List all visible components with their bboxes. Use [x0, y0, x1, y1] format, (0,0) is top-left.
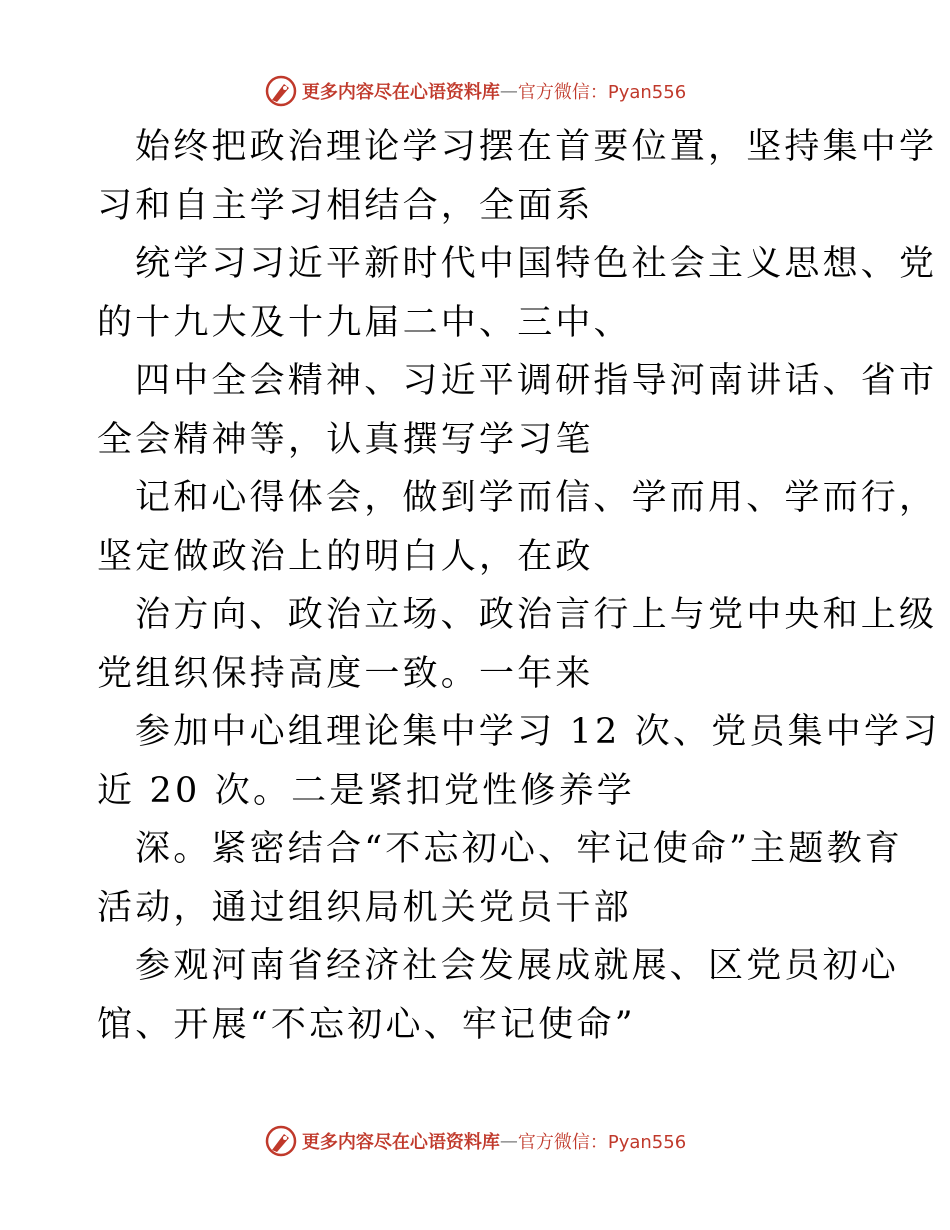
- text-line: 四中全会精神、习近平调研指导河南讲话、省市: [135, 361, 938, 401]
- text-line: 深。紧密结合“不忘初心、牢记使命”主题教育: [135, 829, 903, 869]
- text-line: 参观河南省经济社会发展成就展、区党员初心: [135, 946, 900, 986]
- separator-dash: —: [499, 80, 518, 102]
- footer-banner: [0, 1121, 950, 1161]
- document-body: [97, 118, 941, 1054]
- pen-nib-circle-icon: [264, 74, 298, 108]
- text-line: 统学习习近平新时代中国特色社会主义思想、党: [135, 244, 938, 284]
- wechat-id-text: 官方微信：Pyan556: [517, 82, 687, 103]
- text-line: 坚定做政治上的明白人，在政: [97, 536, 594, 577]
- text-line: 习和自主学习相结合，全面系: [97, 185, 594, 226]
- text-line: 活动，通过组织局机关党员干部: [97, 887, 632, 928]
- text-line: 全会精神等，认真撰写学习笔: [97, 419, 594, 460]
- text-line: 馆、开展“不忘初心、牢记使命”: [97, 1004, 636, 1045]
- brand-text: 更多内容尽在心语资料库: [301, 1132, 500, 1153]
- text-line: 近 20 次。二是紧扣党性修养学: [97, 770, 635, 811]
- separator-dash: —: [499, 1130, 518, 1152]
- pen-nib-circle-icon: [264, 1124, 298, 1158]
- text-line: 始终把政治理论学习摆在首要位置，坚持集中学: [135, 127, 938, 167]
- text-line: 的十九大及十九届二中、三中、: [97, 302, 632, 343]
- text-line: 记和心得体会，做到学而信、学而用、学而行，: [135, 478, 938, 518]
- wechat-id-text: 官方微信：Pyan556: [517, 1132, 687, 1153]
- header-banner: [0, 71, 950, 111]
- text-line: 治方向、政治立场、政治言行上与党中央和上级: [135, 595, 938, 635]
- brand-text: 更多内容尽在心语资料库: [301, 82, 500, 103]
- text-line: 参加中心组理论集中学习 12 次、党员集中学习: [135, 712, 941, 752]
- text-line: 党组织保持高度一致。一年来: [97, 653, 594, 694]
